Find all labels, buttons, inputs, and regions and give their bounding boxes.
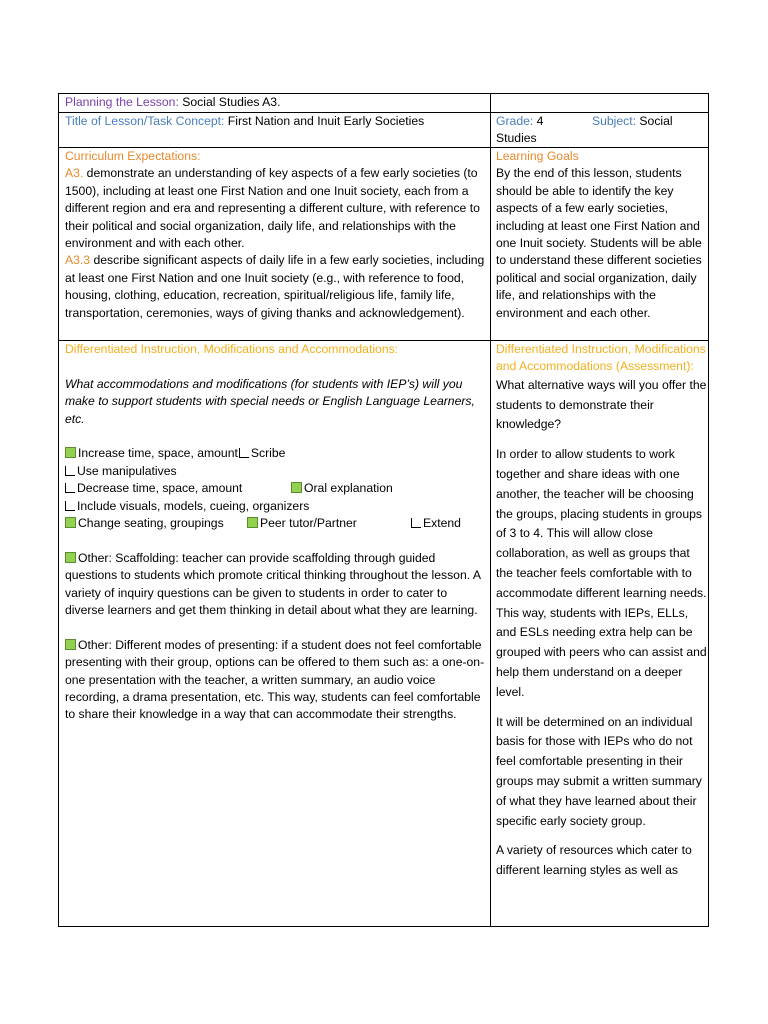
assessment-question: What alternative ways will you offer the students to demonstrate their knowledge? [496, 377, 707, 432]
accommodations-question: What accommodations and modifications (for students with IEP’s) will you make to support students with special needs or English Language Learners, etc. [65, 376, 475, 426]
planning-value: Social Studies A3. [178, 95, 281, 109]
subject-label: Subject: [592, 114, 637, 128]
checked-box-icon [65, 639, 76, 650]
grade-value: 4 [533, 114, 544, 128]
checked-box-icon [291, 482, 302, 493]
checked-box-icon [65, 447, 76, 458]
subject-value-continued: Studies [496, 131, 537, 146]
grade-label: Grade: [496, 114, 534, 128]
acc-increase: Increase time, space, amount [78, 446, 238, 461]
unchecked-box-icon [411, 518, 421, 528]
unchecked-box-icon [65, 483, 75, 493]
lesson-plan-table [58, 93, 709, 927]
acc-visuals: Include visuals, models, cueing, organizers [77, 498, 310, 513]
acc-manipulatives: Use manipulatives [77, 463, 177, 478]
assessment-cell [496, 341, 708, 881]
acc-scribe: Scribe [250, 446, 286, 461]
expectation-a3 [65, 165, 487, 252]
learning-goals-cell [496, 148, 708, 322]
diff-instruction-heading: Differentiated Instruction, Modifications and Accommodations: [65, 342, 399, 356]
checked-box-icon [247, 517, 258, 528]
acc-oral: Oral explanation [304, 481, 393, 496]
a3-3-code: A3.3 [65, 253, 91, 268]
a3-3-text: describe significant aspects of daily life in a few early societies, including at least one First Nation and one Inuit society (e.g., with reference to food, housing, clothing, education, recreation, spiritual/religious life, family life, transportation, ceremonies, ways of giving thanks and acknowledgement). [65, 253, 485, 320]
other-scaffolding: Other: Scaffolding: teacher can provide scaffolding through guided questions to students which promote critical thinking throughout the lesson. A variety of inquiry questions can be given to students in order to cater to diverse learners and get them thinking in detail about what they are learning. [65, 550, 481, 617]
learning-goals-text: By the end of this lesson, students should be able to identify the key aspects of a few early societies, including at least one First Nation and one Inuit society. Students will be able to understand these different societies political and social organization, daily life, and relationships with the environment and each other. [496, 166, 702, 320]
expectation-a3-3 [65, 252, 487, 322]
assessment-heading: Differentiated Instruction, Modifications and Accommodations (Assessment): [496, 342, 706, 374]
diff-instruction-cell [65, 341, 487, 724]
title-cell [65, 113, 485, 130]
other-presenting: Other: Different modes of presenting: if a student does not feel comfortable presenting with their group, options can be offered to them such as: a one-on-one presentation with the teacher, a written summary, an audio voice recording, a drama presentation, etc. This way, students can feel comfortable to share their knowledge in a way that can accommodate their strengths. [65, 637, 485, 722]
acc-decrease: Decrease time, space, amount [77, 481, 243, 496]
curriculum-cell [65, 148, 487, 322]
assessment-paragraph-3: A variety of resources which cater to different learning styles as well as [496, 843, 692, 878]
acc-extend: Extend [423, 515, 461, 530]
acc-peer: Peer tutor/Partner [260, 515, 357, 530]
checked-box-icon [65, 552, 76, 563]
title-label: Title of Lesson/Task Concept: [65, 114, 225, 128]
accommodation-row [65, 445, 487, 462]
assessment-paragraph-1: In order to allow students to work together and share ideas with one another, the teacher will be choosing the groups, placing students in groups of 3 to 4. This will allow close collaboration, as well as groups that the teacher feels comfortable with to accommodate different learning needs. This way, students with IEPs, ELLs, and ESLs needing extra help can be grouped with peers who can assist and help them understand on a deeper level. [496, 447, 707, 699]
acc-seating: Change seating, groupings [78, 515, 224, 530]
planning-label: Planning the Lesson: [65, 95, 179, 109]
unchecked-box-icon [239, 448, 249, 458]
grade-subject-cell [496, 113, 706, 148]
a3-code: A3. [65, 166, 84, 181]
unchecked-box-icon [65, 466, 75, 476]
curriculum-heading: Curriculum Expectations: [65, 149, 201, 163]
checked-box-icon [65, 517, 76, 528]
accommodation-row [65, 480, 487, 497]
a3-text: demonstrate an understanding of key aspects of a few early societies (to 1500), including at least one First Nation and one Inuit society, each from a different region and era and representing a different culture, with reference to their political and social organization, daily life, and relationships with the environment and with each other. [65, 166, 480, 251]
unchecked-box-icon [65, 501, 75, 511]
subject-value: Social [636, 114, 673, 128]
accommodation-row [65, 515, 487, 532]
accommodation-row [65, 498, 487, 515]
assessment-paragraph-2: It will be determined on an individual basis for those with IEPs who do not feel comfortable presenting in their groups may submit a written summary of what they have learned about their specific early society group. [496, 714, 702, 828]
planning-cell [65, 94, 485, 111]
column-divider [490, 94, 491, 926]
learning-goals-heading: Learning Goals [496, 149, 579, 163]
title-value: First Nation and Inuit Early Societies [224, 114, 425, 128]
accommodation-row [65, 463, 487, 480]
